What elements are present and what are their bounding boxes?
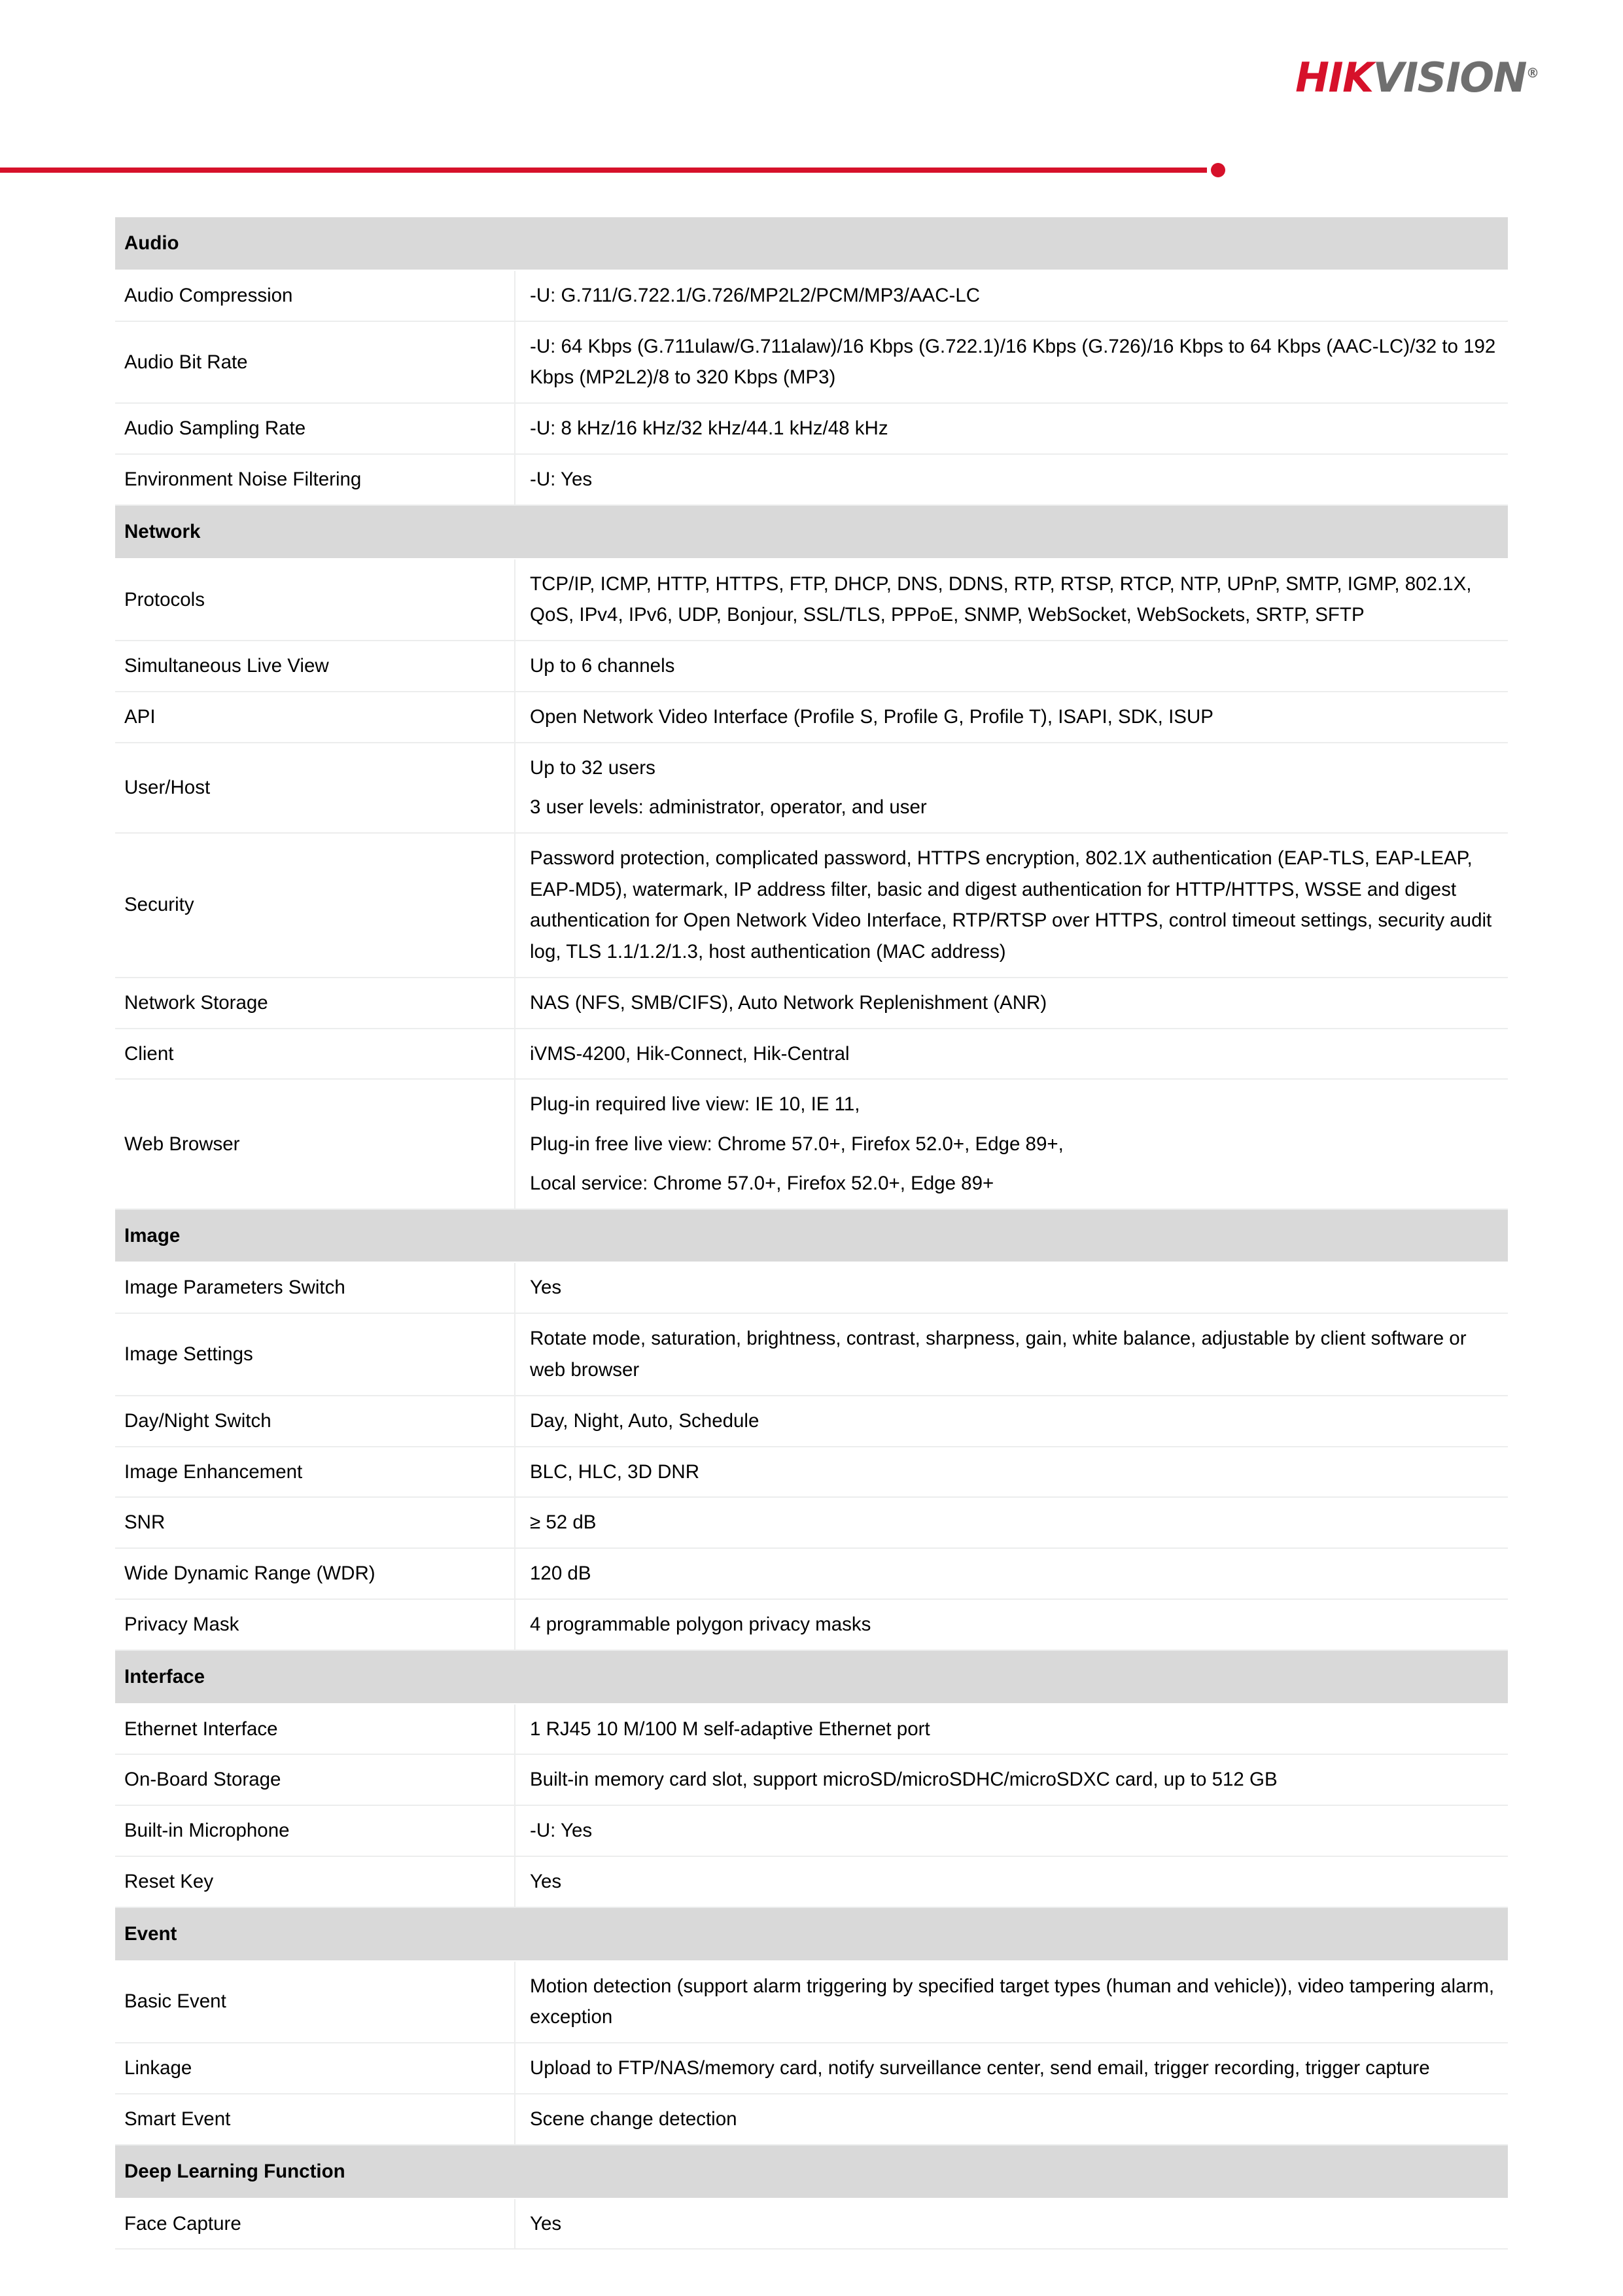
spec-value-line: -U: 64 Kbps (G.711ulaw/G.711alaw)/16 Kbps (G.722.1)/16 Kbps (G.726)/16 Kbps to 64 Kbps (AAC-LC)/32 to 192 Kbps (MP2L2)/8 to 320 Kbps (MP3) [530,335,1496,389]
spec-value-line: Up to 32 users [530,756,655,779]
table-row [115,1029,1508,1080]
specification-table-body [115,217,1508,2249]
spec-parameter-value [515,1029,1508,1080]
section-title: Image [115,1209,1508,1263]
spec-parameter-value [515,1447,1508,1498]
section-title: Deep Learning Function [115,2145,1508,2199]
table-row [115,1396,1508,1447]
table-row [115,1262,1508,1313]
specification-table [115,216,1508,2250]
table-row [115,833,1508,978]
spec-parameter-name: Face Capture [115,2199,515,2250]
spec-parameter-value [515,978,1508,1029]
spec-parameter-name: Ethernet Interface [115,1704,515,1755]
spec-parameter-name: Simultaneous Live View [115,641,515,692]
spec-parameter-name: User/Host [115,743,515,833]
spec-parameter-value [515,743,1508,833]
spec-parameter-name: SNR [115,1497,515,1548]
spec-value-line: Upload to FTP/NAS/memory card, notify surveillance center, send email, trigger recording, trigger capture [530,2057,1430,2079]
table-row [115,1599,1508,1650]
section-header-row [115,217,1508,270]
page-header [0,0,1623,177]
spec-value-line: Plug-in free live view: Chrome 57.0+, Firefox 52.0+, Edge 89+, [530,1133,1064,1155]
table-row [115,1805,1508,1856]
spec-value-line: Open Network Video Interface (Profile S, Profile G, Profile T), ISAPI, SDK, ISUP [530,706,1213,728]
spec-value-line: iVMS-4200, Hik-Connect, Hik-Central [530,1042,850,1065]
section-title: Network [115,505,1508,559]
spec-parameter-name: Network Storage [115,978,515,1029]
spec-parameter-name: Client [115,1029,515,1080]
spec-parameter-name: Reset Key [115,1856,515,1907]
spec-parameter-value [515,833,1508,978]
spec-parameter-value [515,270,1508,321]
spec-value-line: Motion detection (support alarm triggering by specified target types (human and vehicle)), video tampering alarm, exception [530,1975,1495,2028]
table-row [115,1548,1508,1599]
spec-parameter-name: Security [115,833,515,978]
spec-parameter-value [515,559,1508,641]
spec-parameter-value [515,1704,1508,1755]
table-row [115,403,1508,454]
spec-value-line: 4 programmable polygon privacy masks [530,1613,871,1635]
spec-parameter-name: Image Enhancement [115,1447,515,1498]
spec-value-line: Built-in memory card slot, support microSD/microSDHC/microSDXC card, up to 512 GB [530,1769,1278,1791]
spec-parameter-value [515,321,1508,404]
section-header-row [115,1209,1508,1263]
spec-parameter-name: Wide Dynamic Range (WDR) [115,1548,515,1599]
spec-value-line: Password protection, complicated password, HTTPS encryption, 802.1X authentication (EAP-TLS, EAP-LEAP, EAP-MD5), watermark, IP address filter, basic and digest authentication for HTTP/HTTPS, WSSE and digest authentication for Open Network Video Interface, RTP/RTSP over HTTPS, control timeout settings, security audit log, TLS 1.1/1.2/1.3, host authentication (MAC address) [530,847,1492,963]
spec-value-line: Up to 6 channels [530,655,675,677]
spec-value-line: Yes [530,1870,562,1892]
spec-value-line: Yes [530,2212,562,2234]
spec-parameter-name: Environment Noise Filtering [115,454,515,505]
spec-parameter-value [515,1961,1508,2043]
table-row [115,743,1508,833]
spec-value-line: -U: 8 kHz/16 kHz/32 kHz/44.1 kHz/48 kHz [530,417,888,440]
spec-parameter-value [515,1497,1508,1548]
spec-value-line: -U: Yes [530,468,593,490]
spec-value-line: Plug-in required live view: IE 10, IE 11, [530,1093,860,1116]
table-row [115,1313,1508,1396]
spec-parameter-value [515,1856,1508,1907]
spec-parameter-name: Web Browser [115,1079,515,1209]
section-header-row [115,505,1508,559]
spec-value-line: 120 dB [530,1563,591,1585]
spec-parameter-value [515,2043,1508,2094]
spec-parameter-name: Built-in Microphone [115,1805,515,1856]
spec-value-line: Yes [530,1277,562,1299]
table-row [115,641,1508,692]
spec-parameter-name: Audio Compression [115,270,515,321]
table-row [115,270,1508,321]
spec-value-line: NAS (NFS, SMB/CIFS), Auto Network Replenishment (ANR) [530,991,1047,1014]
section-title: Event [115,1907,1508,1961]
spec-parameter-name: Audio Bit Rate [115,321,515,404]
spec-value-line: Day, Night, Auto, Schedule [530,1409,759,1432]
spec-parameter-value [515,692,1508,743]
spec-parameter-name: Image Settings [115,1313,515,1396]
table-row [115,559,1508,641]
spec-value-line: Scene change detection [530,2108,737,2130]
header-rule-line [0,168,1207,173]
spec-parameter-value [515,2199,1508,2250]
table-row [115,321,1508,404]
spec-parameter-value [515,403,1508,454]
table-row [115,2199,1508,2250]
spec-parameter-value [515,1805,1508,1856]
table-row [115,1704,1508,1755]
logo-text-vision: VISION [1372,54,1526,101]
spec-value-line: -U: G.711/G.722.1/G.726/MP2L2/PCM/MP3/AAC-LC [530,284,981,306]
spec-parameter-value [515,1079,1508,1209]
spec-parameter-value [515,1313,1508,1396]
logo-text-hik: HIK [1295,54,1373,101]
spec-parameter-value [515,1754,1508,1805]
spec-parameter-value [515,2094,1508,2145]
header-rule-dot-icon [1211,163,1225,177]
hikvision-logo [1295,54,1539,101]
section-header-row [115,1650,1508,1704]
spec-value-line: Local service: Chrome 57.0+, Firefox 52.0+, Edge 89+ [530,1172,994,1194]
spec-parameter-value [515,641,1508,692]
table-row [115,978,1508,1029]
header-divider [0,160,1623,180]
table-row [115,1497,1508,1548]
spec-value-line: 1 RJ45 10 M/100 M self-adaptive Ethernet port [530,1718,930,1740]
table-row [115,2043,1508,2094]
spec-value-line: BLC, HLC, 3D DNR [530,1460,700,1483]
table-row [115,692,1508,743]
spec-parameter-name: On-Board Storage [115,1754,515,1805]
table-row [115,1079,1508,1209]
spec-parameter-name: Basic Event [115,1961,515,2043]
section-header-row [115,2145,1508,2199]
table-row [115,1961,1508,2043]
section-title: Audio [115,217,1508,270]
spec-parameter-name: Day/Night Switch [115,1396,515,1447]
spec-parameter-value [515,1396,1508,1447]
spec-parameter-value [515,1262,1508,1313]
table-row [115,454,1508,505]
spec-parameter-value [515,1548,1508,1599]
section-title: Interface [115,1650,1508,1704]
spec-value-line: TCP/IP, ICMP, HTTP, HTTPS, FTP, DHCP, DNS, DDNS, RTP, RTSP, RTCP, NTP, UPnP, SMTP, IGMP, 802.1X, QoS, IPv4, IPv6, UDP, Bonjour, SSL/TLS, PPPoE, SNMP, WebSocket, WebSockets, SRTP, SFTP [530,573,1472,626]
spec-parameter-value [515,1599,1508,1650]
table-row [115,1447,1508,1498]
spec-value-line: Rotate mode, saturation, brightness, contrast, sharpness, gain, white balance, adjustable by client software or web browser [530,1328,1467,1381]
spec-parameter-name: Privacy Mask [115,1599,515,1650]
spec-value-line: ≥ 52 dB [530,1511,597,1534]
spec-parameter-name: Protocols [115,559,515,641]
spec-parameter-name: Image Parameters Switch [115,1262,515,1313]
table-row [115,2094,1508,2145]
registered-trademark-icon: ® [1526,65,1539,81]
spec-parameter-value [515,454,1508,505]
spec-parameter-name: API [115,692,515,743]
table-row [115,1754,1508,1805]
spec-value-line: 3 user levels: administrator, operator, and user [530,796,927,818]
spec-parameter-name: Smart Event [115,2094,515,2145]
spec-parameter-name: Audio Sampling Rate [115,403,515,454]
spec-value-line: -U: Yes [530,1820,593,1842]
section-header-row [115,1907,1508,1961]
table-row [115,1856,1508,1907]
spec-parameter-name: Linkage [115,2043,515,2094]
